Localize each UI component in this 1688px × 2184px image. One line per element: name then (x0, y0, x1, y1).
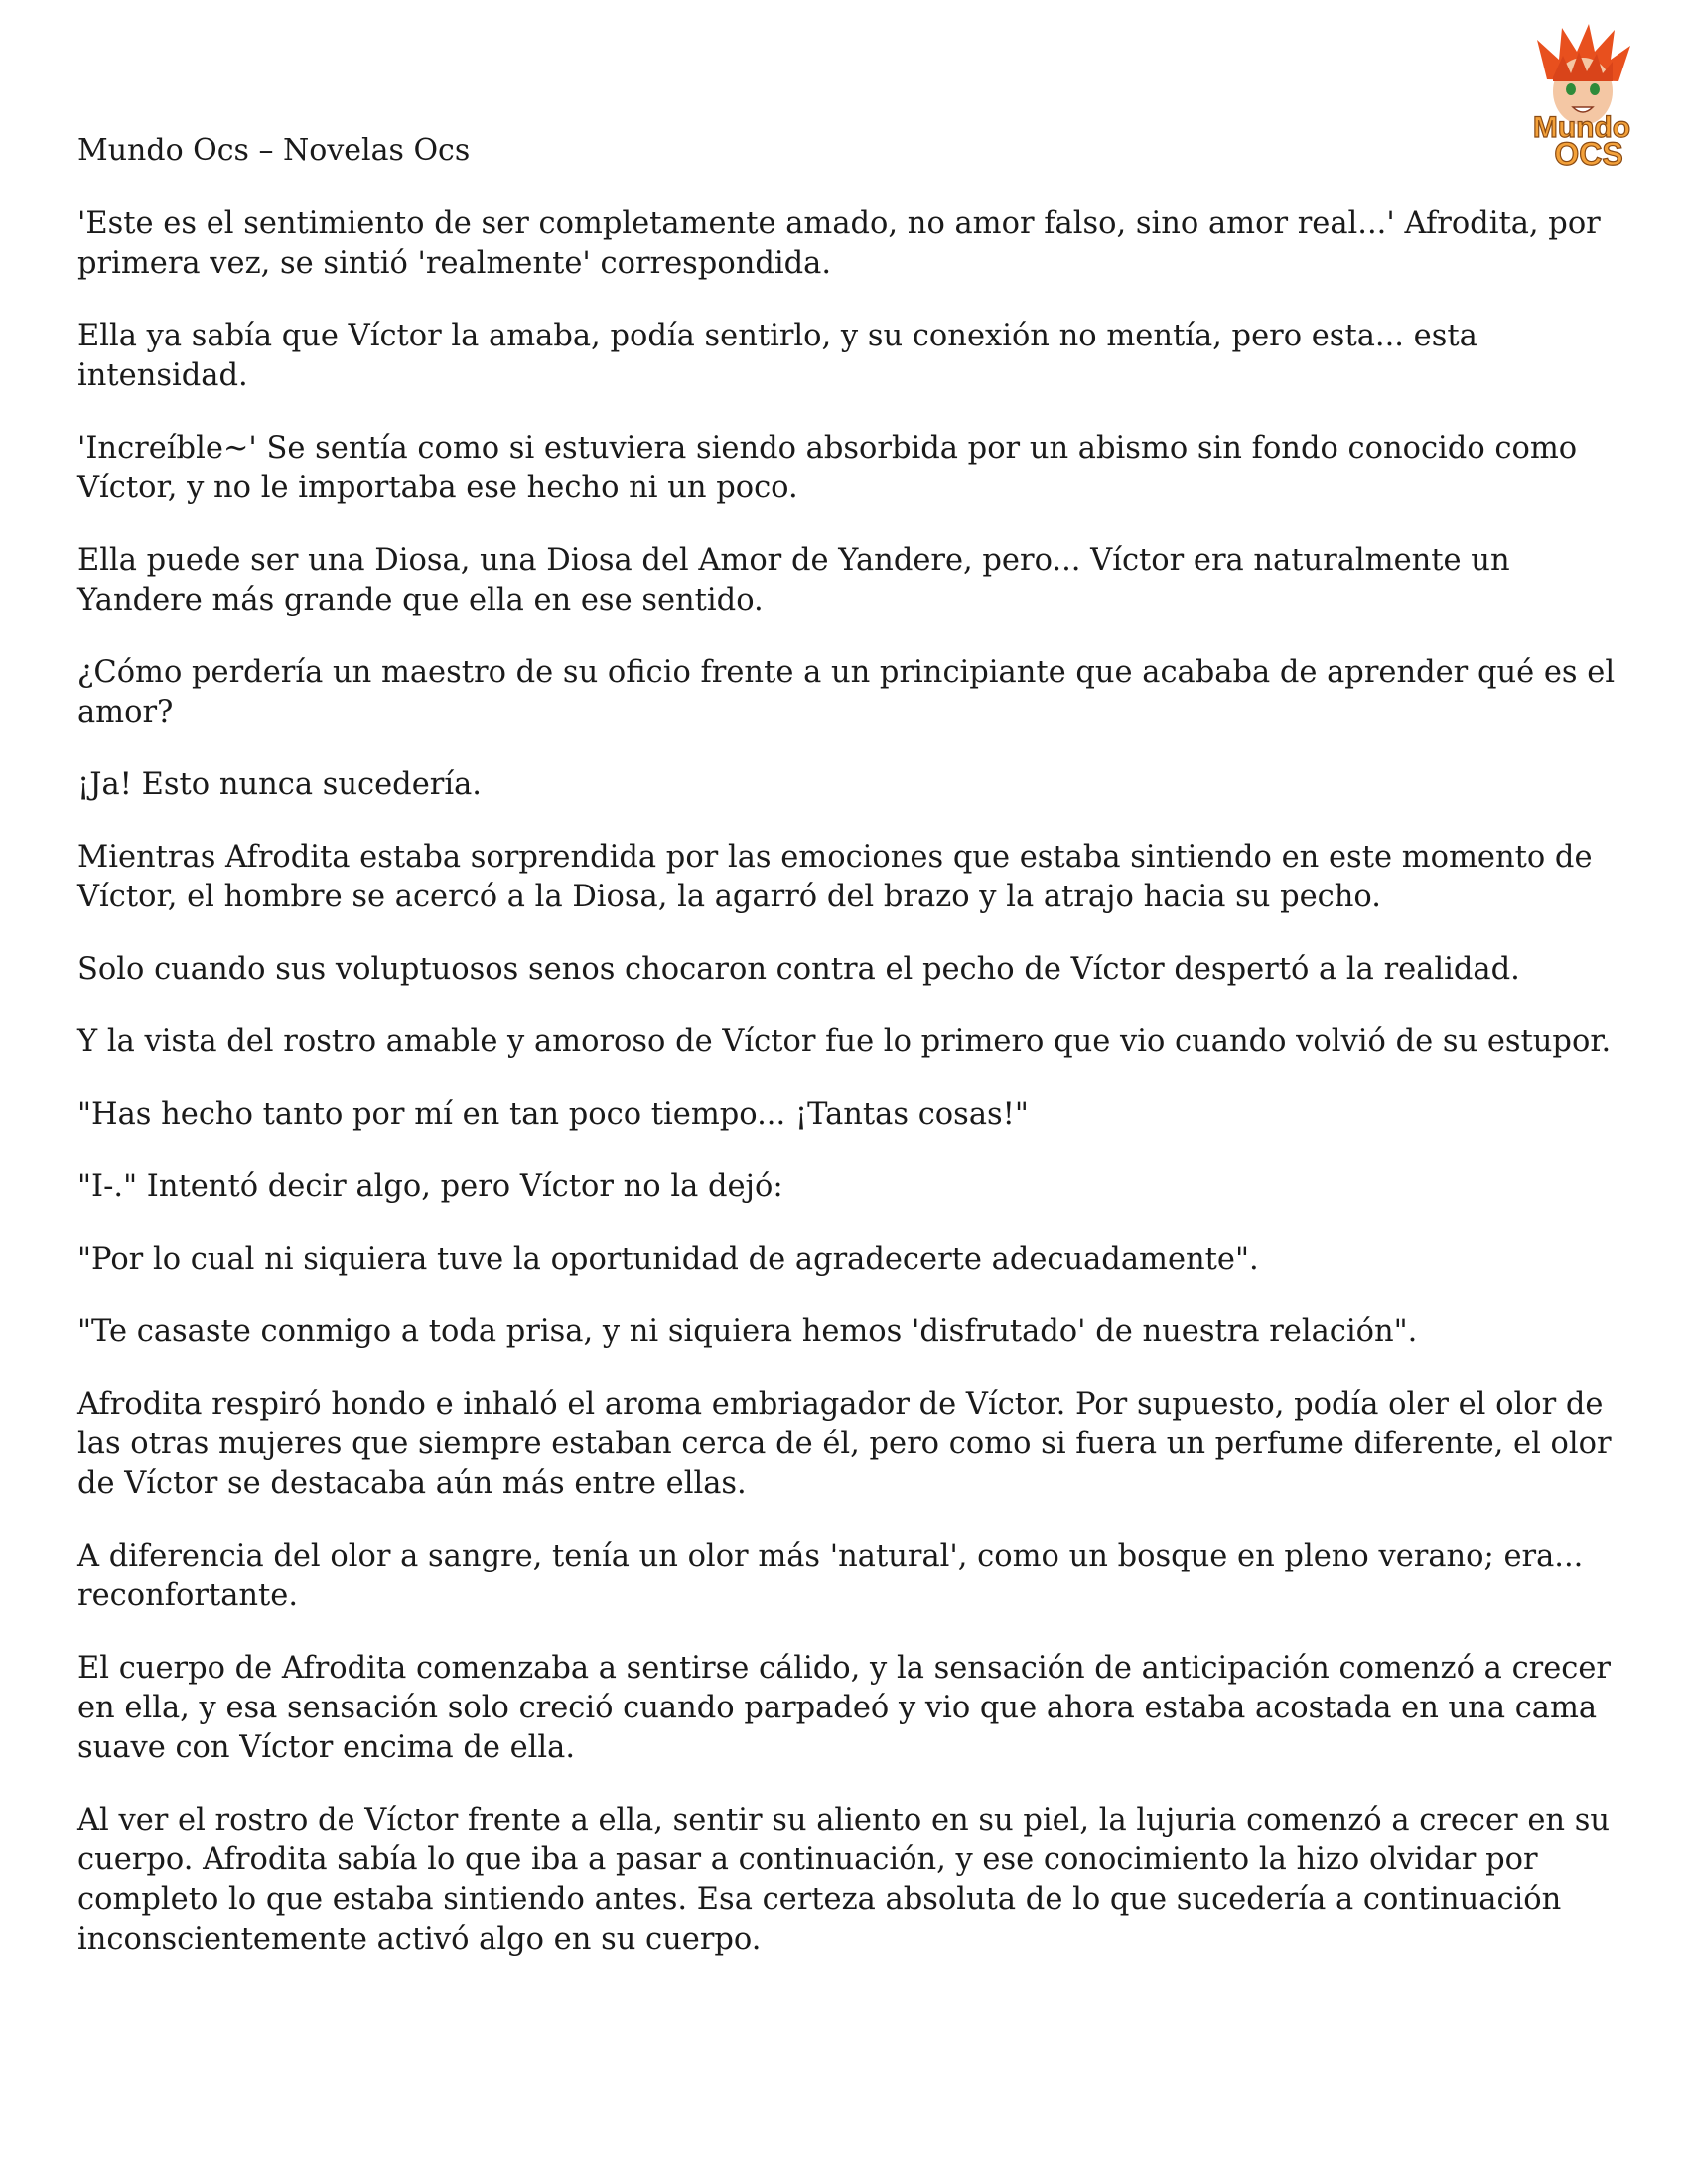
paragraph: 'Este es el sentimiento de ser completamente amado, no amor falso, sino amor real...' Afrodita, por primera vez, se sintió 'realmente' correspondida. (77, 206, 1601, 281)
mundo-ocs-logo (1507, 20, 1656, 169)
logo-text-mundo: Mundo (1532, 111, 1631, 144)
paragraph: Ella puede ser una Diosa, una Diosa del Amor de Yandere, pero... Víctor era naturalmente un Yandere más grande que ella en ese sentido. (77, 543, 1510, 617)
paragraph: ¡Ja! Esto nunca sucedería. (77, 767, 482, 802)
logo-text-ocs: OCS (1554, 136, 1623, 169)
paragraph: "I-." Intentó decir algo, pero Víctor no la dejó: (77, 1169, 783, 1204)
logo-eye-right (1590, 83, 1600, 95)
paragraph: El cuerpo de Afrodita comenzaba a sentirse cálido, y la sensación de anticipación comenzó a crecer en ella, y esa sensación solo creció cuando parpadeó y vio que ahora estaba acostada en una cama suave con Víctor encima de ella. (77, 1651, 1611, 1765)
page-header: Mundo Ocs – Novelas Ocs (77, 133, 471, 168)
paragraph: Mientras Afrodita estaba sorprendida por las emociones que estaba sintiendo en este momento de Víctor, el hombre se acercó a la Diosa, la agarró del brazo y la atrajo hacia su pecho. (77, 840, 1593, 914)
paragraph: A diferencia del olor a sangre, tenía un olor más 'natural', como un bosque en pleno verano; era... reconfortante. (77, 1539, 1584, 1613)
paragraph: Y la vista del rostro amable y amoroso de Víctor fue lo primero que vio cuando volvió de su estupor. (77, 1024, 1612, 1059)
paragraph: Al ver el rostro de Víctor frente a ella, sentir su aliento en su piel, la lujuria comenzó a crecer en su cuerpo. Afrodita sabía lo que iba a pasar a continuación, y ese conocimiento la hizo olvidar por completo lo que estaba sintiendo antes. Esa certeza absoluta de lo que sucedería a continuación inconscientemente activó algo en su cuerpo. (77, 1803, 1611, 1957)
paragraph: ¿Cómo perdería un maestro de su oficio frente a un principiante que acababa de aprender qué es el amor? (77, 655, 1616, 730)
paragraph: Afrodita respiró hondo e inhaló el aroma embriagador de Víctor. Por supuesto, podía oler el olor de las otras mujeres que siempre estaban cerca de él, pero como si fuera un perfume diferente, el olor de Víctor se destacaba aún más entre ellas. (77, 1387, 1612, 1501)
document-body (77, 205, 1621, 1992)
paragraph: Solo cuando sus voluptuosos senos chocaron contra el pecho de Víctor despertó a la realidad. (77, 952, 1520, 987)
paragraph: "Te casaste conmigo a toda prisa, y ni siquiera hemos 'disfrutado' de nuestra relación". (77, 1314, 1418, 1349)
paragraph: Ella ya sabía que Víctor la amaba, podía sentirlo, y su conexión no mentía, pero esta... esta intensidad. (77, 319, 1477, 393)
paragraph: "Has hecho tanto por mí en tan poco tiempo... ¡Tantas cosas!" (77, 1097, 1029, 1132)
paragraph: 'Increíble~' Se sentía como si estuviera siendo absorbida por un abismo sin fondo conocido como Víctor, y no le importaba ese hecho ni un poco. (77, 431, 1578, 505)
logo-eye-left (1566, 83, 1576, 95)
paragraph: "Por lo cual ni siquiera tuve la oportunidad de agradecerte adecuadamente". (77, 1242, 1259, 1277)
